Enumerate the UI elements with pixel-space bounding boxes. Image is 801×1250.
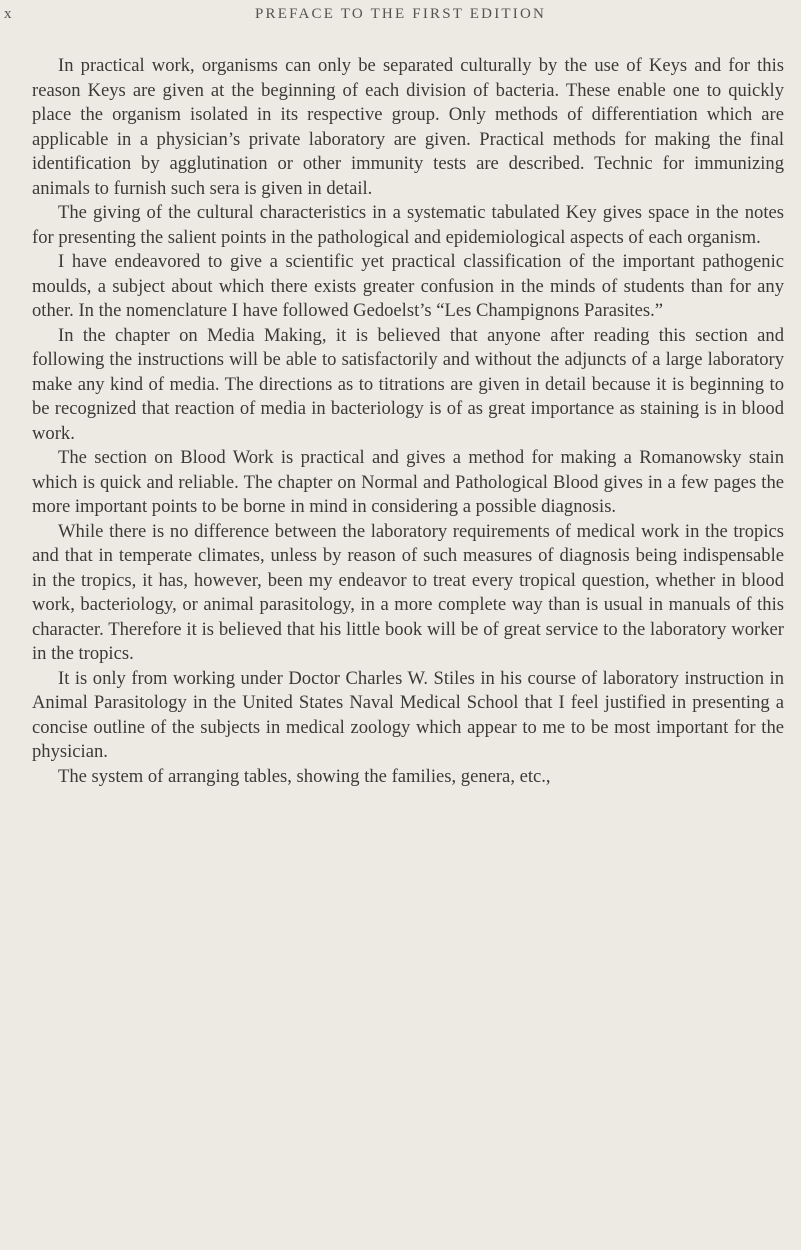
paragraph: The giving of the cultural characteristics in a systematic tabulated Key gives space in the notes for presenting the salient points in the pathological and epidemiological aspects of each organism. xyxy=(32,202,784,248)
body-text xyxy=(32,54,784,789)
paragraph: I have endeavored to give a scientific yet practical classification of the important pathogenic moulds, a subject about which there exists greater confusion in the minds of students than for any other. In the nomenclature I have followed Gedoelst’s “Les Champignons Parasites.” xyxy=(32,251,784,321)
page-header xyxy=(0,6,801,34)
paragraph: The system of arranging tables, showing the families, genera, etc., xyxy=(58,765,551,787)
paragraph: In the chapter on Media Making, it is believed that anyone after reading this section and following the instructions will be able to satisfactorily and without the adjuncts of a large laboratory make any kind of media. The directions as to titrations are given in detail because it is beginning to be recognized that reaction of media in bacteriology is of as great importance as staining is in blood work. xyxy=(32,324,784,444)
page-number: x xyxy=(4,6,13,22)
running-head: PREFACE TO THE FIRST EDITION xyxy=(254,6,547,22)
paragraph: In practical work, organisms can only be separated culturally by the use of Keys and for this reason Keys are given at the beginning of each division of bacteria. These enable one to quickly place the organism isolated in its respective group. Only methods of differentiation which are applicable in a physician’s private laboratory are given. Practical methods for making the final identification by agglutination or other immunity tests are described. Technic for immunizing animals to furnish such sera is given in detail. xyxy=(32,55,784,199)
paragraph: It is only from working under Doctor Charles W. Stiles in his course of laboratory instruction in Animal Parasitology in the United States Naval Medical School that I feel justified in presenting a concise outline of the subjects in medical zoology which appear to me to be most important for the physician. xyxy=(32,667,784,762)
paragraph: While there is no difference between the laboratory requirements of medical work in the tropics and that in temperate climates, unless by reason of such measures of diagnosis being indispensable in the tropics, it has, however, been my endeavor to treat every tropical question, whether in blood work, bacteriology, or animal parasitology, in a more complete way than is usual in manuals of this character. Therefore it is believed that his little book will be of great service to the laboratory worker in the tropics. xyxy=(32,520,784,664)
paragraph: The section on Blood Work is practical and gives a method for making a Romanowsky stain which is quick and reliable. The chapter on Normal and Pathological Blood gives in a few pages the more important points to be borne in mind in considering a possible diagnosis. xyxy=(32,447,784,517)
